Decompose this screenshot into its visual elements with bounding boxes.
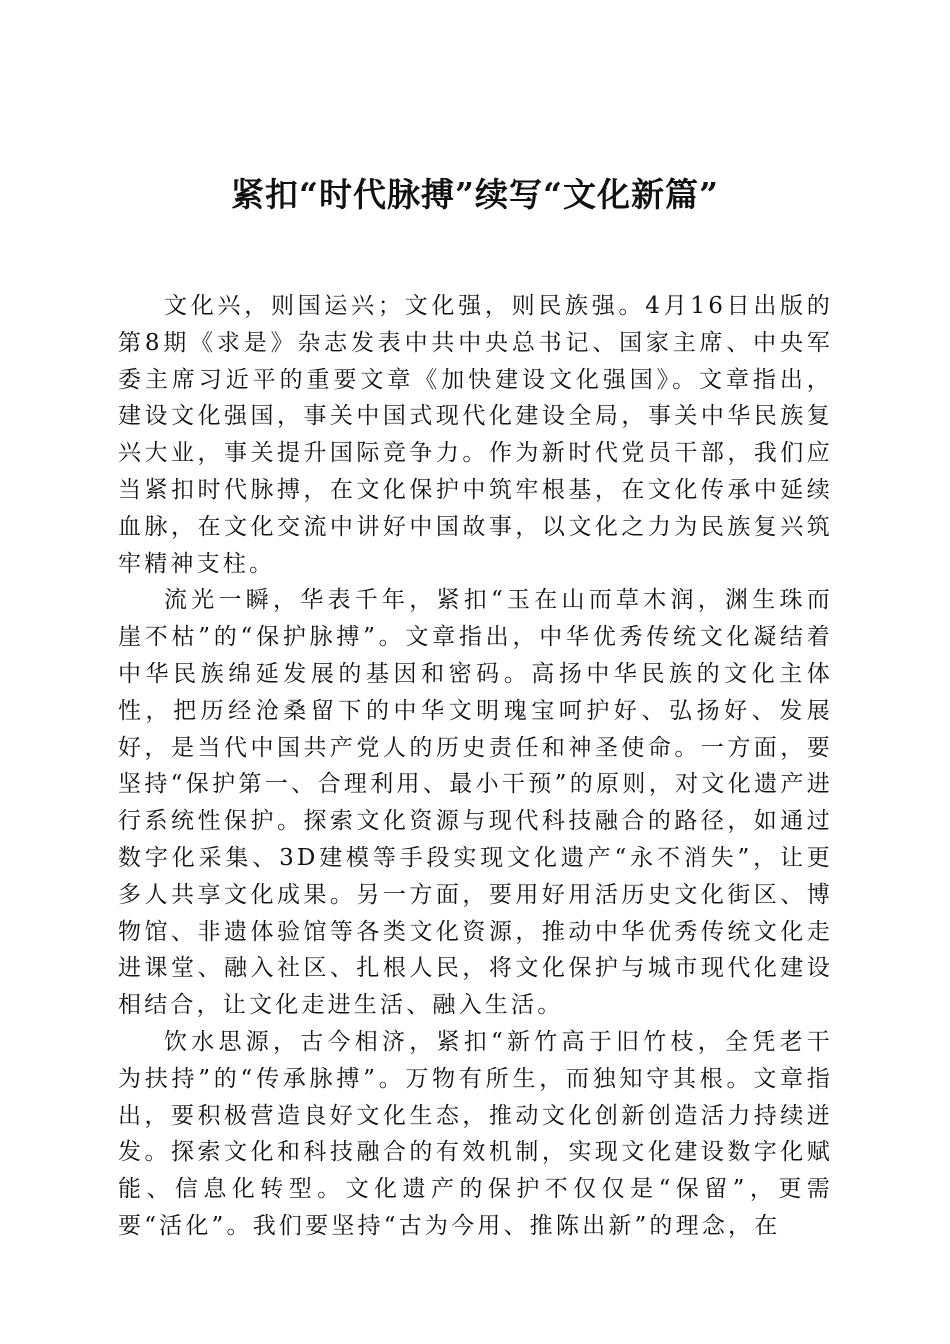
document-body bbox=[118, 288, 833, 1245]
paragraph: 文化兴，则国运兴；文化强，则民族强。4月16日出版的第8期《求是》杂志发表中共中央总书记、国家主席、中央军委主席习近平的重要文章《加快建设文化强国》。文章指出，建设文化强国，事关中国式现代化建设全局，事关中华民族复兴大业，事关提升国际竞争力。作为新时代党员干部，我们应当紧扣时代脉搏，在文化保护中筑牢根基，在文化传承中延续血脉，在文化交流中讲好中国故事，以文化之力为民族复兴筑牢精神支柱。 bbox=[118, 293, 833, 577]
paragraph: 流光一瞬，华表千年，紧扣“玉在山而草木润，渊生珠而崖不枯”的“保护脉搏”。文章指出，中华优秀传统文化凝结着中华民族绵延发展的基因和密码。高扬中华民族的文化主体性，把历经沧桑留下的中华文明瑰宝呵护好、弘扬好、发展好，是当代中国共产党人的历史责任和神圣使命。一方面，要坚持“保护第一、合理利用、最小干预”的原则，对文化遗产进行系统性保护。探索文化资源与现代科技融合的路径，如通过数字化采集、3D建模等手段实现文化遗产“永不消失”，让更多人共享文化成果。另一方面，要用好用活历史文化街区、博物馆、非遗体验馆等各类文化资源，推动中华优秀传统文化走进课堂、融入社区、扎根人民，将文化保护与城市现代化建设相结合，让文化走进生活、融入生活。 bbox=[118, 587, 833, 1019]
paragraph: 饮水思源，古今相济，紧扣“新竹高于旧竹枝，全凭老干为扶持”的“传承脉搏”。万物有所生，而独知守其根。文章指出，要积极营造良好文化生态，推动文化创新创造活力持续迸发。探索文化和科技融合的有效机制，实现文化建设数字化赋能、信息化转型。文化遗产的保护不仅仅是“保留”，更需要“活化”。我们要坚持“古为今用、推陈出新”的理念，在 bbox=[118, 1028, 833, 1239]
document-title: 紧扣“时代脉搏”续写“文化新篇” bbox=[231, 175, 719, 214]
